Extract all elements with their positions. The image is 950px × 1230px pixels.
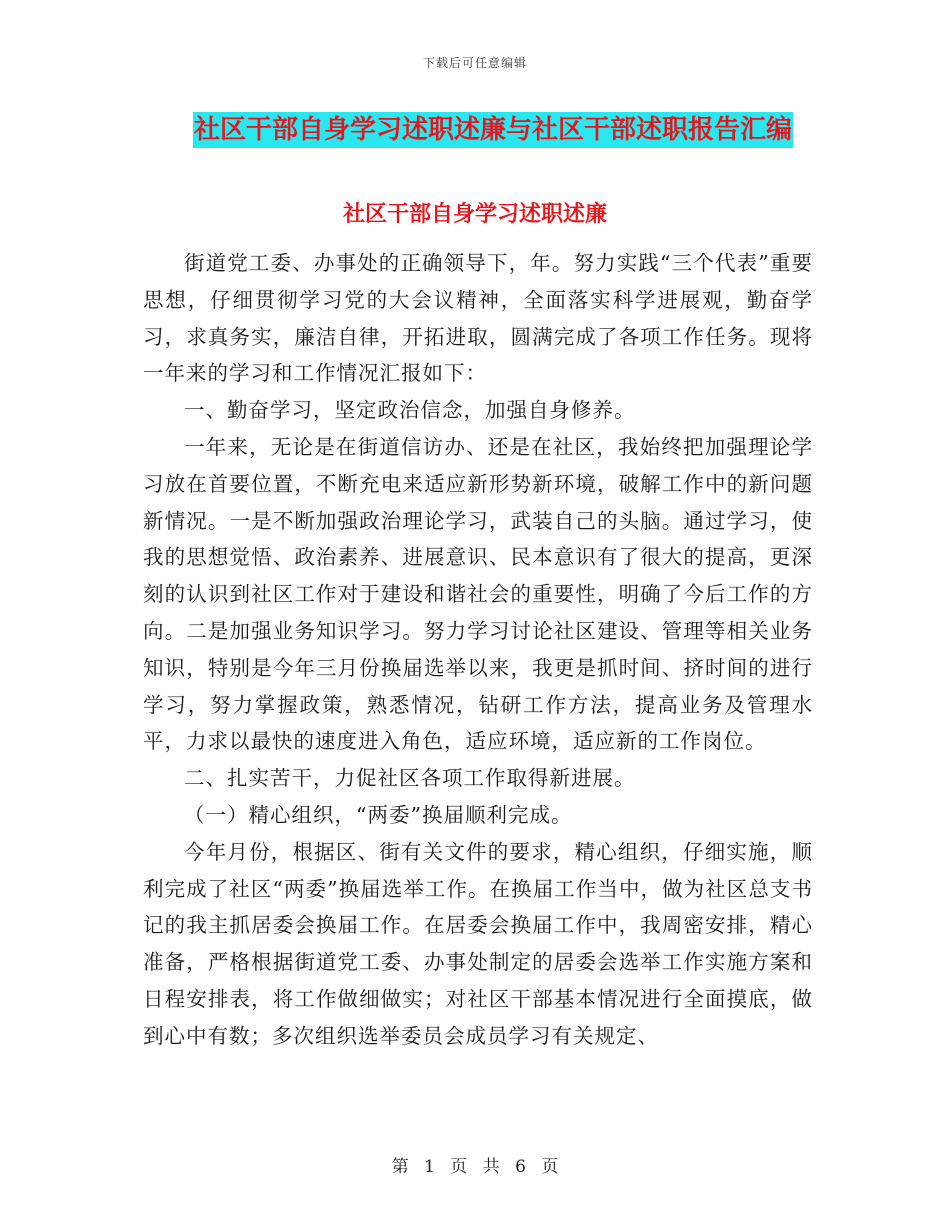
page-label-middle: 页 xyxy=(450,1157,468,1177)
page-current-number: 1 xyxy=(424,1157,435,1177)
document-sub-title: 社区干部自身学习述职述廉 xyxy=(342,202,607,227)
page-label-prefix: 第 xyxy=(391,1157,409,1177)
page-total-number: 6 xyxy=(515,1157,526,1177)
page-total-prefix: 共 xyxy=(482,1157,500,1177)
document-body xyxy=(143,245,813,1055)
header-note: 下载后可任意编辑 xyxy=(422,56,527,70)
body-paragraph: 一年来，无论是在街道信访办、还是在社区，我始终把加强理论学习放在首要位置，不断充电来适应新形势新环境，破解工作中的新问题新情况。一是不断加强政治理论学习，武装自己的头脑。通过学习，使我的思想觉悟、政治素养、进展意识、民本意识有了很大的提高，更深刻的认识到社区工作对于建设和谐社会的重要性，明确了今后工作的方向。二是加强业务知识学习。努力学习讨论社区建设、管理等相关业务知识，特别是今年三月份换届选举以来，我更是抓时间、挤时间的进行学习，努力掌握政策，熟悉情况，钻研工作方法，提高业务及管理水平，力求以最快的速度进入角色，适应环境，适应新的工作岗位。 xyxy=(143,434,813,754)
page-label-suffix: 页 xyxy=(541,1157,559,1177)
subsection-heading: （一）精心组织，“两委”换届顺利完成。 xyxy=(184,802,573,827)
section-heading: 二、扎实苦干，力促社区各项工作取得新进展。 xyxy=(184,766,636,791)
section-heading: 一、勤奋学习，坚定政治信念，加强自身修养。 xyxy=(184,398,636,423)
body-paragraph: 今年月份，根据区、街有关文件的要求，精心组织，仔细实施，顺利完成了社区“两委”换届选举工作。在换届工作当中，做为社区总支书记的我主抓居委会换届工作。在居委会换届工作中，我周密安排，精心准备，严格根据街道党工委、办事处制定的居委会选举工作实施方案和日程安排表，将工作做细做实；对社区干部基本情况进行全面摸底，做到心中有数；多次组织选举委员会成员学习有关规定、 xyxy=(143,839,813,1048)
page-footer xyxy=(0,1152,950,1177)
body-paragraph: 街道党工委、办事处的正确领导下，年。努力实践“三个代表”重要思想，仔细贯彻学习党的大会议精神，全面落实科学进展观，勤奋学习，求真务实，廉洁自律，开拓进取，圆满完成了各项工作任务。现将一年来的学习和工作情况汇报如下： xyxy=(143,251,813,386)
document-main-title: 社区干部自身学习述职述廉与社区干部述职报告汇编 xyxy=(193,112,793,148)
